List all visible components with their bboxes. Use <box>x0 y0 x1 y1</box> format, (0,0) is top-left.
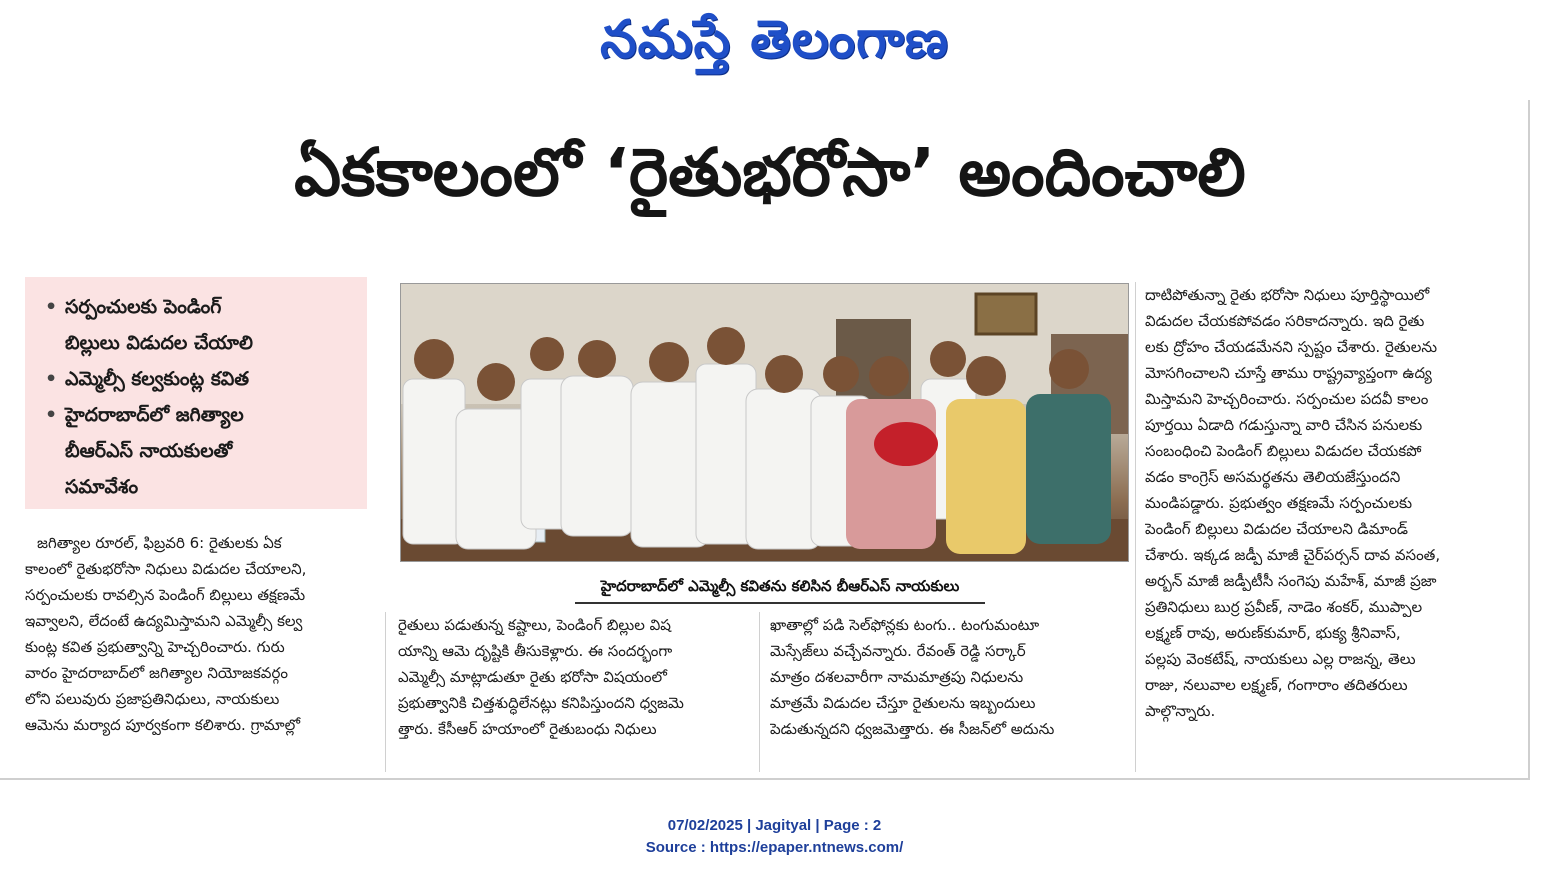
text-line: విడుదల చేయకపోవడం సరికాదన్నారు. ఇది రైతు <box>1145 312 1425 330</box>
column-divider <box>385 612 386 772</box>
column-divider <box>1135 282 1136 772</box>
text-line: సంబంధించి పెండింగ్ బిల్లులు విడుదల చేయకపో <box>1145 442 1422 460</box>
masthead-logo: నమస్తే తెలంగాణ <box>600 9 949 70</box>
text-line: దాటిపోతున్నా రైతు భరోసా నిధులు పూర్తిస్థాయిలో <box>1145 286 1430 304</box>
text-line: ఆమెను మర్యాద పూర్వకంగా కలిశారు. గ్రామాల్లో <box>25 716 301 734</box>
news-photo <box>400 283 1129 562</box>
text-line: పెండింగ్ బిల్లులు విడుదల చేయాలని డిమాండ్ <box>1145 520 1408 538</box>
text-line: అర్బన్ మాజీ జడ్పీటీసీ సంగెపు మహేశ్, మాజీ ప్రజా <box>1145 572 1437 590</box>
text-line: మండిపడ్డారు. ప్రభుత్వం తక్షణమే సర్పంచులకు <box>1145 494 1413 512</box>
article-headline: ఏకకాలంలో ‘రైతుభరోసా’ అందించాలి <box>294 134 1246 211</box>
page-footer <box>0 815 1549 859</box>
text-line: జగిత్యాల రూరల్, ఫిబ్రవరి 6: రైతులకు ఏక <box>37 534 282 552</box>
text-line: యాన్ని ఆమె దృష్టికి తీసుకెళ్లారు. ఈ సందర్భంగా <box>398 642 673 660</box>
text-line: మిస్తామని హెచ్చరించారు. సర్పంచుల పదవీ కాలం <box>1145 390 1429 408</box>
text-line: లోని పలువురు ప్రజాప్రతినిధులు, నాయకులు <box>25 690 280 708</box>
text-line: పల్లపు వెంకటేష్, నాయకులు ఎల్ల రాజన్న, తెలు <box>1145 650 1416 668</box>
text-line: సర్పంచులకు రావల్సిన పెండింగ్ బిల్లులు తక్షణమే <box>25 586 306 604</box>
highlight-item: • హైదరాబాద్‌లో జగిత్యాల <box>65 397 353 433</box>
text-line: మాత్రమే విడుదల చేస్తూ రైతులను ఇబ్బందులు <box>770 694 1036 712</box>
text-line: పాల్గొన్నారు. <box>1145 702 1216 720</box>
highlight-item: • సర్పంచులకు పెండింగ్ <box>65 289 353 325</box>
article-column-1 <box>25 530 370 738</box>
source-link[interactable]: Source : https://epaper.ntnews.com/ <box>645 839 904 856</box>
photo-caption: హైదరాబాద్‌లో ఎమ్మెల్సీ కవితను కలిసిన బీఆర్ఎస్ నాయకులు <box>575 570 985 604</box>
text-line: వారం హైదరాబాద్‌లో జగిత్యాల నియోజకవర్గం <box>25 664 288 682</box>
text-line: వడం కాంగ్రెస్ అసమర్థతను తెలియజేస్తుందని <box>1145 468 1401 486</box>
highlight-item: బిల్లులు విడుదల చేయాలి <box>65 332 253 354</box>
article-column-4 <box>1145 282 1510 724</box>
text-line: కుంట్ల కవిత ప్రభుత్వాన్ని హెచ్చరించారు. గురు <box>25 638 285 656</box>
edition-info: 07/02/2025 | Jagityal | Page : 2 <box>667 817 882 834</box>
text-line: కాలంలో రైతుభరోసా నిధులు విడుదల చేయాలని, <box>25 560 307 578</box>
text-line: ఎమ్మెల్సీ మాట్లాడుతూ రైతు భరోసా విషయంలో <box>398 668 667 686</box>
text-line: పెడుతున్నదని ధ్వజమెత్తారు. ఈ సీజన్‌లో అదును <box>770 720 1055 738</box>
text-line: లకు ద్రోహం చేయడమేనని స్పష్టం చేశారు. రైతులను <box>1145 338 1438 356</box>
text-line: మోసగించాలని చూస్తే తాము రాష్ట్రవ్యాప్తంగా ఉద్య <box>1145 364 1432 382</box>
text-line: త్తారు. కేసీఆర్ హయాంలో రైతుబంధు నిధులు <box>398 720 657 738</box>
highlight-item: సమావేశం <box>65 476 139 498</box>
text-line: ఇవ్వాలని, లేదంటే ఉద్యమిస్తామని ఎమ్మెల్సీ కల్వ <box>25 612 303 630</box>
text-line: రైతులు పడుతున్న కష్టాలు, పెండింగ్ బిల్లుల విష <box>398 616 671 634</box>
text-line: లక్ష్మణ్ రావు, అరుణ్‌కుమార్, భుక్య శ్రీనివాస్, <box>1145 624 1401 642</box>
highlight-item: • ఎమ్మెల్సీ కల్వకుంట్ల కవిత <box>65 361 353 397</box>
text-line: పూర్తయి ఏడాది గడుస్తున్నా వారి చేసిన పనులకు <box>1145 416 1423 434</box>
text-line: ప్రతినిధులు బుర్ర ప్రవీణ్, నాడెం శంకర్, ముప్పాల <box>1145 598 1423 616</box>
text-line: చేశారు. ఇక్కడ జడ్పీ మాజీ చైర్‌పర్సన్ దావ వసంత, <box>1145 546 1441 564</box>
article-column-3 <box>770 612 1122 742</box>
article-column-2 <box>398 612 748 742</box>
column-divider <box>759 612 760 772</box>
text-line: ఖాతాల్లో పడి సెల్‌ఫోన్లకు టంగు.. టంగుమంటూ <box>770 616 1040 634</box>
highlight-item: బీఆర్ఎస్ నాయకులతో <box>65 440 233 462</box>
text-line: ప్రభుత్వానికి చిత్తశుద్ధిలేనట్లు కనిపిస్తుందని ధ్వజమె <box>398 694 684 712</box>
highlights-box <box>25 277 367 509</box>
text-line: రాజు, నలువాల లక్ష్మణ్, గంగారాం తదితరులు <box>1145 676 1408 694</box>
text-line: మాత్రం దశలవారీగా నామమాత్రపు నిధులను <box>770 668 1024 686</box>
group-photo-illustration <box>401 284 1129 562</box>
text-line: మెస్సేజ్‌లు వచ్చేవన్నారు. రేవంత్ రెడ్డి సర్కార్ <box>770 642 1026 660</box>
